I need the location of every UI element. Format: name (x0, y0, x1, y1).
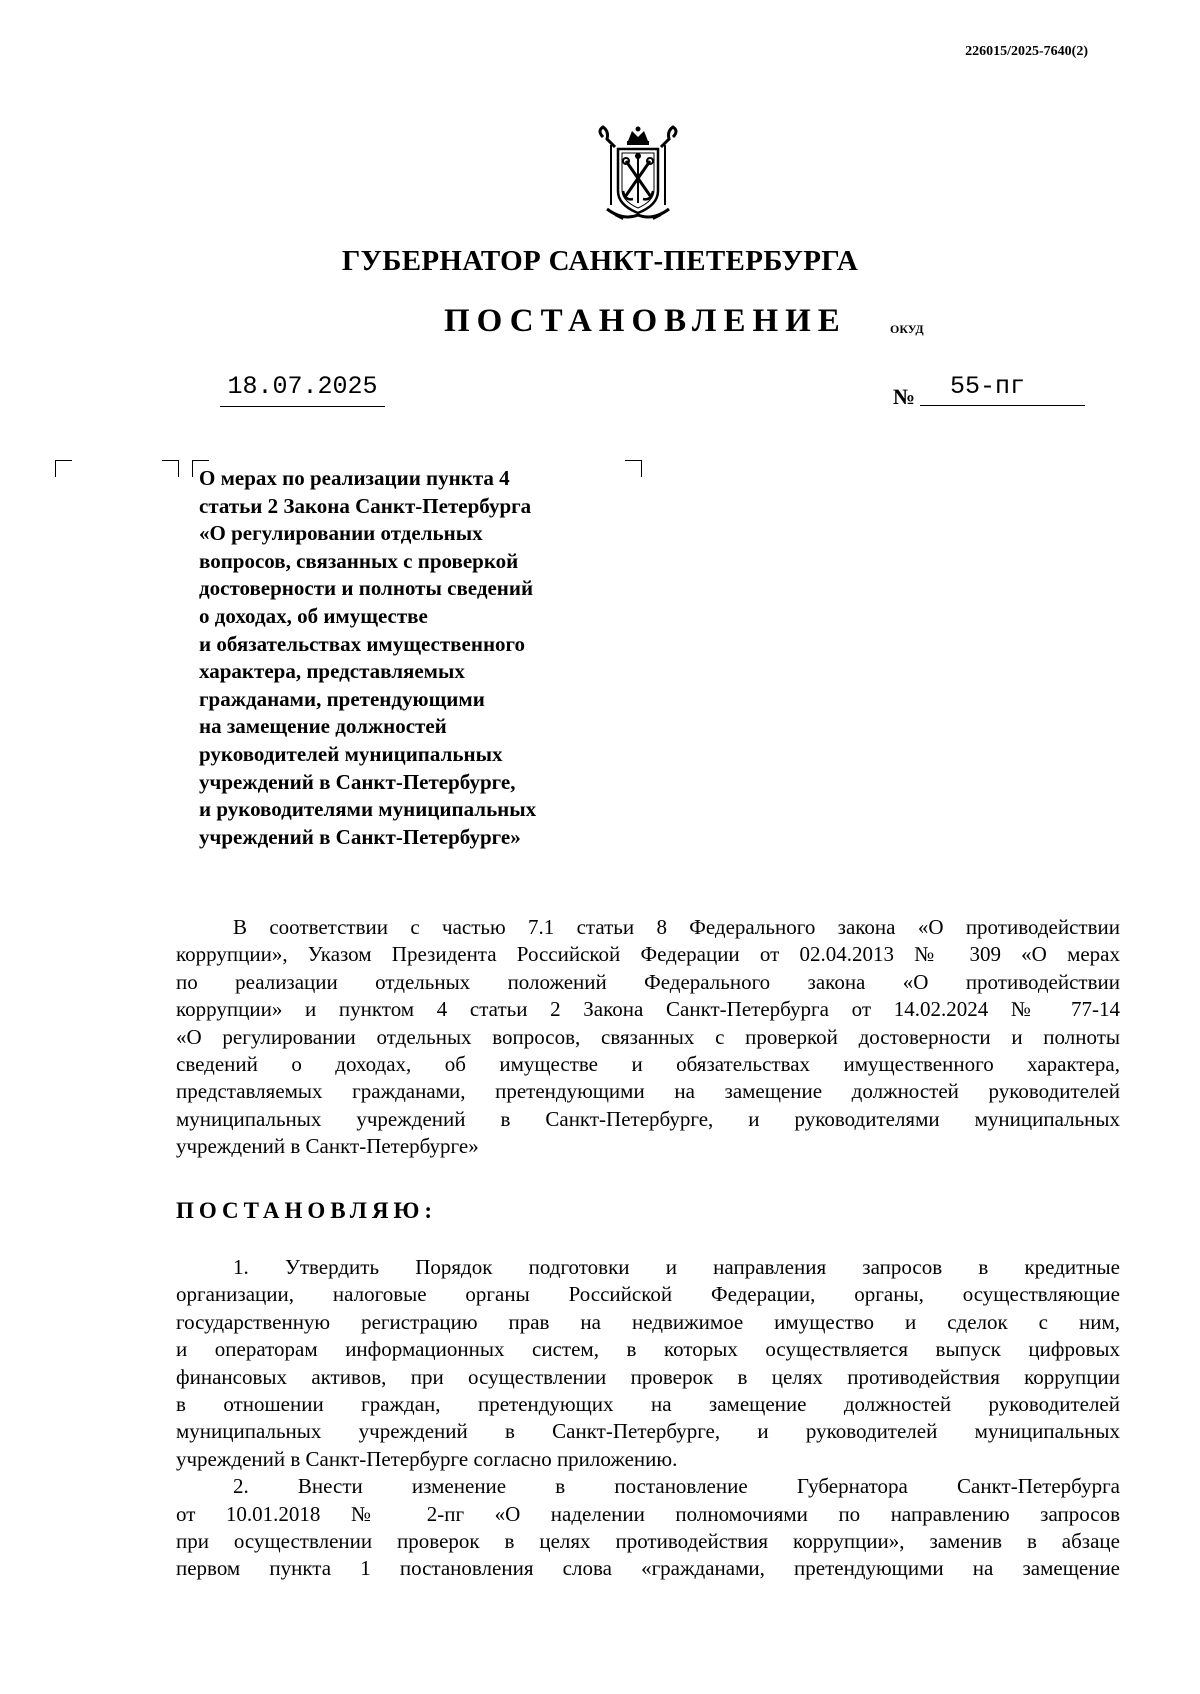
registration-number: 226015/2025-7640(2) (965, 44, 1088, 59)
text-line: В соответствии с частью 7.1 статьи 8 Федерального закона «О противодействии (233, 915, 1120, 939)
okud-label: ОКУД (890, 322, 924, 336)
corner-mark (55, 460, 72, 477)
st-petersburg-coat-of-arms-icon (593, 125, 683, 223)
subject-line: достоверности и полноты сведений (199, 576, 534, 601)
number-sign: № (893, 384, 916, 409)
document-subject (199, 465, 639, 851)
preamble-paragraph (176, 914, 1120, 1161)
item-1 (176, 1254, 1120, 1473)
subject-line: вопросов, связанных с проверкой (199, 548, 519, 573)
subject-line: учреждений в Санкт-Петербурге, (199, 769, 516, 794)
subject-line: «О регулировании отдельных (199, 521, 483, 546)
subject-line: и руководителями муниципальных (199, 797, 537, 822)
resolve-heading: ПОСТАНОВЛЯЮ: (176, 1198, 438, 1223)
subject-line: и обязательствах имущественного (199, 631, 526, 656)
document-type: ПОСТАНОВЛЕНИЕ (444, 303, 847, 339)
subject-line: о доходах, об имуществе (199, 603, 428, 628)
text-line: учреждений в Санкт-Петербурге согласно приложению. (176, 1446, 678, 1471)
text-line: по реализации отдельных положений Федерального закона «О противодействии (176, 969, 1120, 994)
text-line: 1. Утвердить Порядок подготовки и направления запросов в кредитные (233, 1255, 1120, 1279)
subject-line: руководителей муниципальных (199, 741, 503, 766)
text-line: муниципальных учреждений в Санкт-Петербурге, и руководителями муниципальных (176, 1106, 1120, 1131)
text-line: коррупции» и пунктом 4 статьи 2 Закона Санкт-Петербурга от 14.02.2024 № 77-14 (176, 997, 1120, 1022)
text-line: сведений о доходах, об имуществе и обязательствах имущественного характера, (176, 1052, 1120, 1077)
document-number: 55-пг (920, 372, 1085, 406)
subject-line: О мерах по реализации пункта 4 (199, 466, 510, 490)
text-line: и операторам информационных систем, в которых осуществляется выпуск цифровых (176, 1337, 1120, 1362)
subject-line: гражданами, претендующими (199, 686, 485, 711)
subject-line: характера, представляемых (199, 659, 465, 684)
text-line: представляемых гражданами, претендующими на замещение должностей руководителей (176, 1079, 1120, 1104)
text-line: финансовых активов, при осуществлении проверок в целях противодействия коррупции (176, 1364, 1120, 1389)
text-line: «О регулировании отдельных вопросов, связанных с проверкой достоверности и полноты (176, 1024, 1120, 1049)
text-line: учреждений в Санкт-Петербурге» (176, 1134, 479, 1159)
text-line: 2. Внести изменение в постановление Губернатора Санкт-Петербурга (233, 1474, 1120, 1499)
corner-mark (162, 460, 179, 477)
subject-line: учреждений в Санкт-Петербурге» (199, 824, 521, 849)
subject-line: на замещение должностей (199, 714, 447, 739)
item-2 (176, 1473, 1120, 1583)
resolution-items (176, 1254, 1120, 1583)
subject-line: статьи 2 Закона Санкт-Петербурга (199, 493, 532, 518)
document-date: 18.07.2025 (220, 372, 385, 407)
text-line: муниципальных учреждений в Санкт-Петербурге, и руководителей муниципальных (176, 1419, 1120, 1444)
text-line: в отношении граждан, претендующих на замещение должностей руководителей (176, 1392, 1120, 1417)
text-line: организации, налоговые органы Российской Федерации, органы, осуществляющие (176, 1282, 1120, 1307)
text-line: от 10.01.2018 № 2-пг «О наделении полномочиями по направлению запросов (176, 1501, 1120, 1526)
issuer-title: ГУБЕРНАТОР САНКТ-ПЕТЕРБУРГА (341, 245, 859, 277)
text-line: государственную регистрацию прав на недвижимое имущество и сделок с ним, (176, 1309, 1120, 1334)
text-line: при осуществлении проверок в целях противодействия коррупции», заменив в абзаце (176, 1529, 1120, 1554)
text-line: коррупции», Указом Президента Российской Федерации от 02.04.2013 № 309 «О мерах (176, 942, 1120, 967)
text-line: первом пункта 1 постановления слова «гражданами, претендующими на замещение (176, 1556, 1120, 1581)
